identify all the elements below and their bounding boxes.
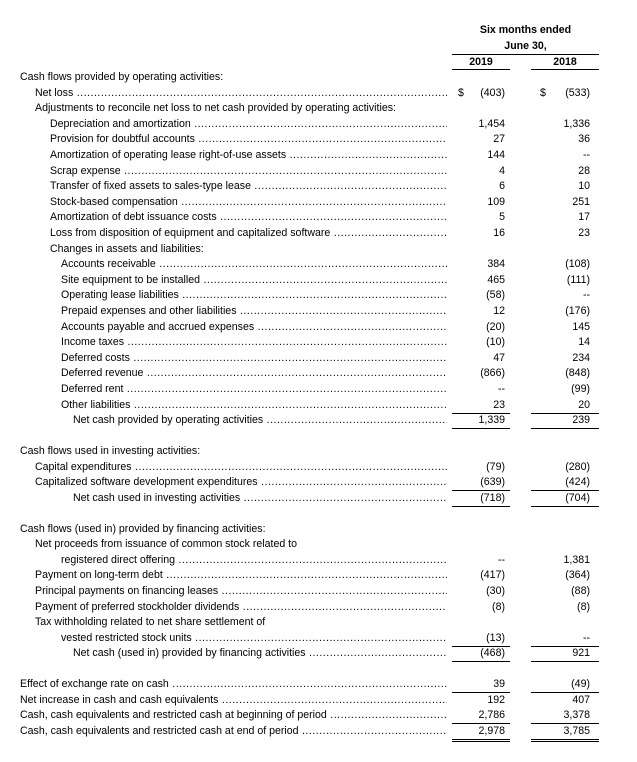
amount-2019: (13)	[486, 631, 505, 644]
amount-2019: 39	[493, 678, 505, 691]
amount-2018: --	[582, 149, 590, 161]
amount-2018: 3,785	[563, 725, 590, 737]
amount-2018: 251	[572, 195, 590, 208]
value-cell-2019	[452, 336, 510, 349]
value-cell-2019	[452, 399, 510, 412]
amount-2019: 1,454	[478, 117, 505, 130]
value-cell-2019	[452, 585, 510, 598]
amount-2018: (280)	[565, 460, 590, 473]
line-item-label: Effect of exchange rate on cash .....	[0, 678, 447, 691]
statement-row-amortization-of-operating-lease-right-of-use-ass	[0, 148, 637, 163]
amount-2018: --	[582, 631, 590, 644]
value-cell-2019	[452, 414, 510, 427]
amount-2019: (30)	[486, 585, 505, 597]
amount-2018: --	[582, 289, 590, 302]
value-cell-2019	[452, 165, 510, 178]
amount-2019: (79)	[486, 460, 505, 473]
line-item-label: Deferred costs .....	[0, 352, 447, 365]
amount-2019: 465	[487, 273, 505, 286]
line-item-label: Provision for doubtful accounts .....	[0, 133, 447, 146]
statement-row-payment-of-preferred-stockholder-dividends	[0, 600, 637, 615]
line-item-label: Prepaid expenses and other liabilities .....	[0, 305, 447, 318]
value-cell-2018	[531, 321, 599, 334]
value-cell-2018	[531, 336, 599, 349]
statement-row-principal-payments-on-financing-leases	[0, 584, 637, 599]
amount-2018: (424)	[565, 476, 590, 489]
line-item-label: Net cash used in investing activities .....	[0, 492, 447, 505]
value-cell-2018	[531, 414, 599, 427]
amount-2019: 27	[493, 133, 505, 146]
amount-2018: 145	[572, 320, 590, 333]
value-cell-2019	[452, 211, 510, 224]
line-item-label: Deferred rent .....	[0, 383, 447, 396]
value-cell-2018	[531, 274, 599, 287]
value-cell-2018	[531, 585, 599, 598]
line-item-label: Net proceeds from issuance of common stock related to	[35, 538, 298, 551]
amount-2019: 2,786	[478, 709, 505, 722]
amount-2018: 28	[578, 164, 590, 177]
statement-row-prepaid-expenses-and-other-liabilities	[0, 304, 637, 319]
value-cell-2018	[531, 180, 599, 193]
value-cell-2018	[531, 118, 599, 131]
value-cell-2018	[531, 476, 599, 489]
amount-2019: (866)	[480, 367, 505, 380]
line-item-label: Operating lease liabilities .....	[0, 289, 447, 302]
statement-row-vested-restricted-stock-units	[0, 631, 637, 646]
statement-row-provision-for-doubtful-accounts	[0, 132, 637, 147]
value-cell-2018	[531, 601, 599, 614]
amount-2018: (8)	[577, 600, 590, 613]
amount-2019: 5	[499, 211, 505, 224]
total-rule-2019	[452, 428, 510, 429]
double-underline-second-2018	[531, 741, 599, 742]
statement-row-net-loss	[0, 86, 637, 101]
currency-symbol: $	[458, 86, 464, 99]
amount-2019: (417)	[480, 569, 505, 582]
line-item-label: Cash, cash equivalents and restricted cash at end of period .....	[0, 725, 447, 738]
value-cell-2018	[531, 305, 599, 318]
period-header-line2: June 30,	[504, 40, 547, 52]
amount-2018: (111)	[566, 273, 590, 286]
line-item-label: Depreciation and amortization .....	[0, 118, 447, 131]
value-cell-2019	[452, 694, 510, 707]
double-underline-2018	[531, 739, 599, 740]
amount-2018: (533)	[565, 86, 590, 99]
amount-2018: (49)	[571, 678, 590, 691]
value-cell-2019	[452, 709, 510, 722]
value-cell-2019	[452, 492, 510, 505]
total-rule-2018	[531, 428, 599, 429]
amount-2018: 1,336	[563, 117, 590, 130]
amount-2018: (108)	[565, 258, 590, 271]
value-cell-2018	[531, 367, 599, 380]
amount-2018: (704)	[565, 491, 590, 504]
line-item-label: Other liabilities .....	[0, 399, 447, 412]
value-cell-2018	[531, 149, 599, 162]
value-cell-2019	[452, 180, 510, 193]
statement-row-accounts-payable-and-accrued-expenses	[0, 320, 637, 335]
amount-2019: 47	[493, 351, 505, 364]
line-item-label: vested restricted stock units .....	[0, 632, 447, 645]
statement-row-net-proceeds-from-issuance-of-common-stock-relat	[0, 537, 637, 552]
statement-row-transfer-of-fixed-assets-to-sales-type-lease	[0, 179, 637, 194]
line-item-label: Cash, cash equivalents and restricted cash at beginning of period .....	[0, 709, 447, 722]
amount-2018: 234	[572, 351, 590, 364]
amount-2018: 36	[578, 133, 590, 146]
statement-row-net-cash-provided-by-operating-activities	[0, 413, 637, 428]
amount-2019: (20)	[486, 320, 505, 333]
statement-row-accounts-receivable	[0, 257, 637, 272]
value-cell-2018	[531, 632, 599, 645]
value-cell-2019	[452, 149, 510, 162]
statement-row-capitalized-software-development-expenditures	[0, 475, 637, 490]
line-item-label: Transfer of fixed assets to sales-type lease .....	[0, 180, 447, 193]
line-item-label: Adjustments to reconcile net loss to net cash provided by operating activities:	[35, 102, 396, 115]
amount-2019: (639)	[480, 476, 505, 489]
value-cell-2019	[452, 87, 510, 100]
amount-2019: 6	[499, 180, 505, 193]
value-cell-2019	[452, 632, 510, 645]
statement-row-deferred-costs	[0, 351, 637, 366]
amount-2019: 23	[493, 398, 505, 411]
line-item-label: Changes in assets and liabilities:	[50, 242, 204, 255]
amount-2019: (718)	[480, 491, 505, 504]
line-item-label: Principal payments on financing leases .....	[0, 585, 447, 598]
statement-row-cash-cash-equivalents-and-restricted-cash-at-end	[0, 724, 637, 739]
statement-row-capital-expenditures	[0, 460, 637, 475]
value-cell-2019	[452, 227, 510, 240]
amount-2018: 20	[578, 398, 590, 411]
header-rule-period	[452, 54, 599, 55]
line-item-label: Net loss .....	[0, 87, 447, 100]
value-cell-2018	[531, 647, 599, 660]
statement-row-cash-cash-equivalents-and-restricted-cash-at-beg	[0, 708, 637, 723]
value-cell-2018	[531, 461, 599, 474]
value-cell-2018	[531, 709, 599, 722]
value-cell-2018	[531, 196, 599, 209]
value-cell-2019	[452, 554, 510, 567]
value-cell-2018	[531, 694, 599, 707]
amount-2018: 3,378	[563, 709, 590, 722]
period-header-line1: Six months ended	[479, 24, 572, 36]
value-cell-2018	[531, 725, 599, 738]
statement-row-deferred-rent	[0, 382, 637, 397]
statement-row-changes-in-assets-and-liabilities	[0, 242, 637, 257]
amount-2019: (10)	[486, 336, 505, 349]
amount-2018: 1,381	[563, 553, 590, 566]
amount-2019: 2,978	[478, 725, 505, 737]
amount-2019: (403)	[480, 86, 505, 99]
value-cell-2018	[531, 383, 599, 396]
statement-row-amortization-of-debt-issuance-costs	[0, 210, 637, 225]
statement-row-effect-of-exchange-rate-on-cash	[0, 677, 637, 692]
value-cell-2019	[452, 569, 510, 582]
statement-row-income-taxes	[0, 335, 637, 350]
column-header-2018: 2018	[553, 56, 577, 68]
value-cell-2019	[452, 461, 510, 474]
amount-2019: (468)	[480, 647, 505, 660]
value-cell-2019	[452, 321, 510, 334]
statement-row-net-cash-used-in-provided-by-financing-activitie	[0, 646, 637, 661]
amount-2019: --	[497, 553, 505, 566]
value-cell-2018	[531, 289, 599, 302]
statement-row-registered-direct-offering	[0, 553, 637, 568]
statement-row-depreciation-and-amortization	[0, 117, 637, 132]
amount-2018: (848)	[565, 367, 590, 380]
total-rule-2019	[452, 506, 510, 507]
value-cell-2019	[452, 476, 510, 489]
double-underline-second-2019	[452, 741, 510, 742]
line-item-label: Capitalized software development expenditures .....	[0, 476, 447, 489]
value-cell-2018	[531, 211, 599, 224]
amount-2018: (176)	[565, 305, 590, 317]
amount-2018: (88)	[571, 585, 590, 597]
statement-row-stock-based-compensation	[0, 195, 637, 210]
line-item-label: Deferred revenue .....	[0, 367, 447, 380]
amount-2019: (8)	[492, 600, 505, 613]
statement-row-cash-flows-used-in-investing-activities	[0, 444, 637, 459]
amount-2019: 192	[487, 693, 505, 706]
value-cell-2019	[452, 367, 510, 380]
amount-2018: (99)	[571, 383, 590, 395]
statement-row-adjustments-to-reconcile-net-loss-to-net-cash-pr	[0, 101, 637, 116]
value-cell-2018	[531, 165, 599, 178]
amount-2019: 109	[487, 195, 505, 208]
value-cell-2019	[452, 274, 510, 287]
double-underline-2019	[452, 739, 510, 740]
value-cell-2018	[531, 227, 599, 240]
value-cell-2019	[452, 258, 510, 271]
line-item-label: Accounts payable and accrued expenses .....	[0, 321, 447, 334]
statement-row-net-increase-in-cash-and-cash-equivalents	[0, 693, 637, 708]
line-item-label: Income taxes .....	[0, 336, 447, 349]
value-cell-2019	[452, 678, 510, 691]
line-item-label: Scrap expense .....	[0, 165, 447, 178]
statement-row-scrap-expense	[0, 164, 637, 179]
currency-symbol: $	[540, 86, 546, 99]
amount-2019: --	[497, 383, 505, 395]
value-cell-2018	[531, 133, 599, 146]
column-header-2019: 2019	[469, 56, 493, 68]
amount-2018: 407	[572, 693, 590, 706]
line-item-label: Net cash provided by operating activities .....	[0, 414, 447, 427]
statement-row-cash-flows-provided-by-operating-activities	[0, 70, 637, 85]
amount-2019: 4	[499, 164, 505, 177]
statement-row-other-liabilities	[0, 398, 637, 413]
value-cell-2019	[452, 305, 510, 318]
statement-row-tax-withholding-related-to-net-share-settlement-	[0, 615, 637, 630]
amount-2018: 23	[578, 227, 590, 239]
value-cell-2018	[531, 492, 599, 505]
line-item-label: Cash flows provided by operating activities:	[20, 71, 224, 83]
amount-2018: 10	[578, 180, 590, 193]
line-item-label: Payment on long-term debt .....	[0, 569, 447, 582]
amount-2019: 144	[487, 149, 505, 161]
line-item-label: Cash flows used in investing activities:	[20, 445, 201, 457]
line-item-label: Stock-based compensation .....	[0, 196, 447, 209]
total-rule-2019	[452, 661, 510, 662]
amount-2019: 1,339	[478, 414, 505, 427]
statement-row-deferred-revenue	[0, 366, 637, 381]
line-item-label: Net increase in cash and cash equivalents .....	[0, 694, 447, 707]
statement-row-loss-from-disposition-of-equipment-and-capitaliz	[0, 226, 637, 241]
value-cell-2019	[452, 196, 510, 209]
value-cell-2018	[531, 87, 599, 100]
line-item-label: Capital expenditures .....	[0, 461, 447, 474]
amount-2019: 384	[487, 258, 505, 271]
value-cell-2019	[452, 289, 510, 302]
amount-2019: 16	[493, 227, 505, 239]
amount-2019: (58)	[486, 289, 505, 302]
line-item-label: Site equipment to be installed .....	[0, 274, 447, 287]
amount-2018: 17	[578, 211, 590, 224]
statement-row-net-cash-used-in-investing-activities	[0, 491, 637, 506]
statement-row-cash-flows-used-in-provided-by-financing-activit	[0, 522, 637, 537]
value-cell-2018	[531, 399, 599, 412]
value-cell-2018	[531, 554, 599, 567]
line-item-label: Accounts receivable .....	[0, 258, 447, 271]
amount-2018: (364)	[565, 569, 590, 582]
amount-2019: 12	[493, 305, 505, 317]
total-rule-2018	[531, 661, 599, 662]
value-cell-2018	[531, 352, 599, 365]
line-item-label: Net cash (used in) provided by financing activities .....	[0, 647, 447, 660]
line-item-label: Payment of preferred stockholder dividends .....	[0, 601, 447, 614]
value-cell-2019	[452, 647, 510, 660]
amount-2018: 14	[578, 336, 590, 349]
total-rule-2018	[531, 506, 599, 507]
line-item-label: Loss from disposition of equipment and capitalized software .....	[0, 227, 447, 240]
value-cell-2019	[452, 601, 510, 614]
value-cell-2018	[531, 678, 599, 691]
statement-row-payment-on-long-term-debt	[0, 568, 637, 583]
line-item-label: Cash flows (used in) provided by financing activities:	[20, 522, 266, 535]
value-cell-2018	[531, 569, 599, 582]
value-cell-2019	[452, 352, 510, 365]
value-cell-2019	[452, 725, 510, 738]
statement-row-operating-lease-liabilities	[0, 288, 637, 303]
line-item-label: Tax withholding related to net share settlement of	[35, 616, 266, 629]
value-cell-2018	[531, 258, 599, 271]
line-item-label: Amortization of operating lease right-of-use assets .....	[0, 149, 447, 162]
statement-row-site-equipment-to-be-installed	[0, 273, 637, 288]
amount-2018: 239	[572, 414, 590, 427]
line-item-label: registered direct offering .....	[0, 554, 447, 567]
value-cell-2019	[452, 118, 510, 131]
line-item-label: Amortization of debt issuance costs .....	[0, 211, 447, 224]
value-cell-2019	[452, 133, 510, 146]
value-cell-2019	[452, 383, 510, 396]
amount-2018: 921	[572, 647, 590, 660]
